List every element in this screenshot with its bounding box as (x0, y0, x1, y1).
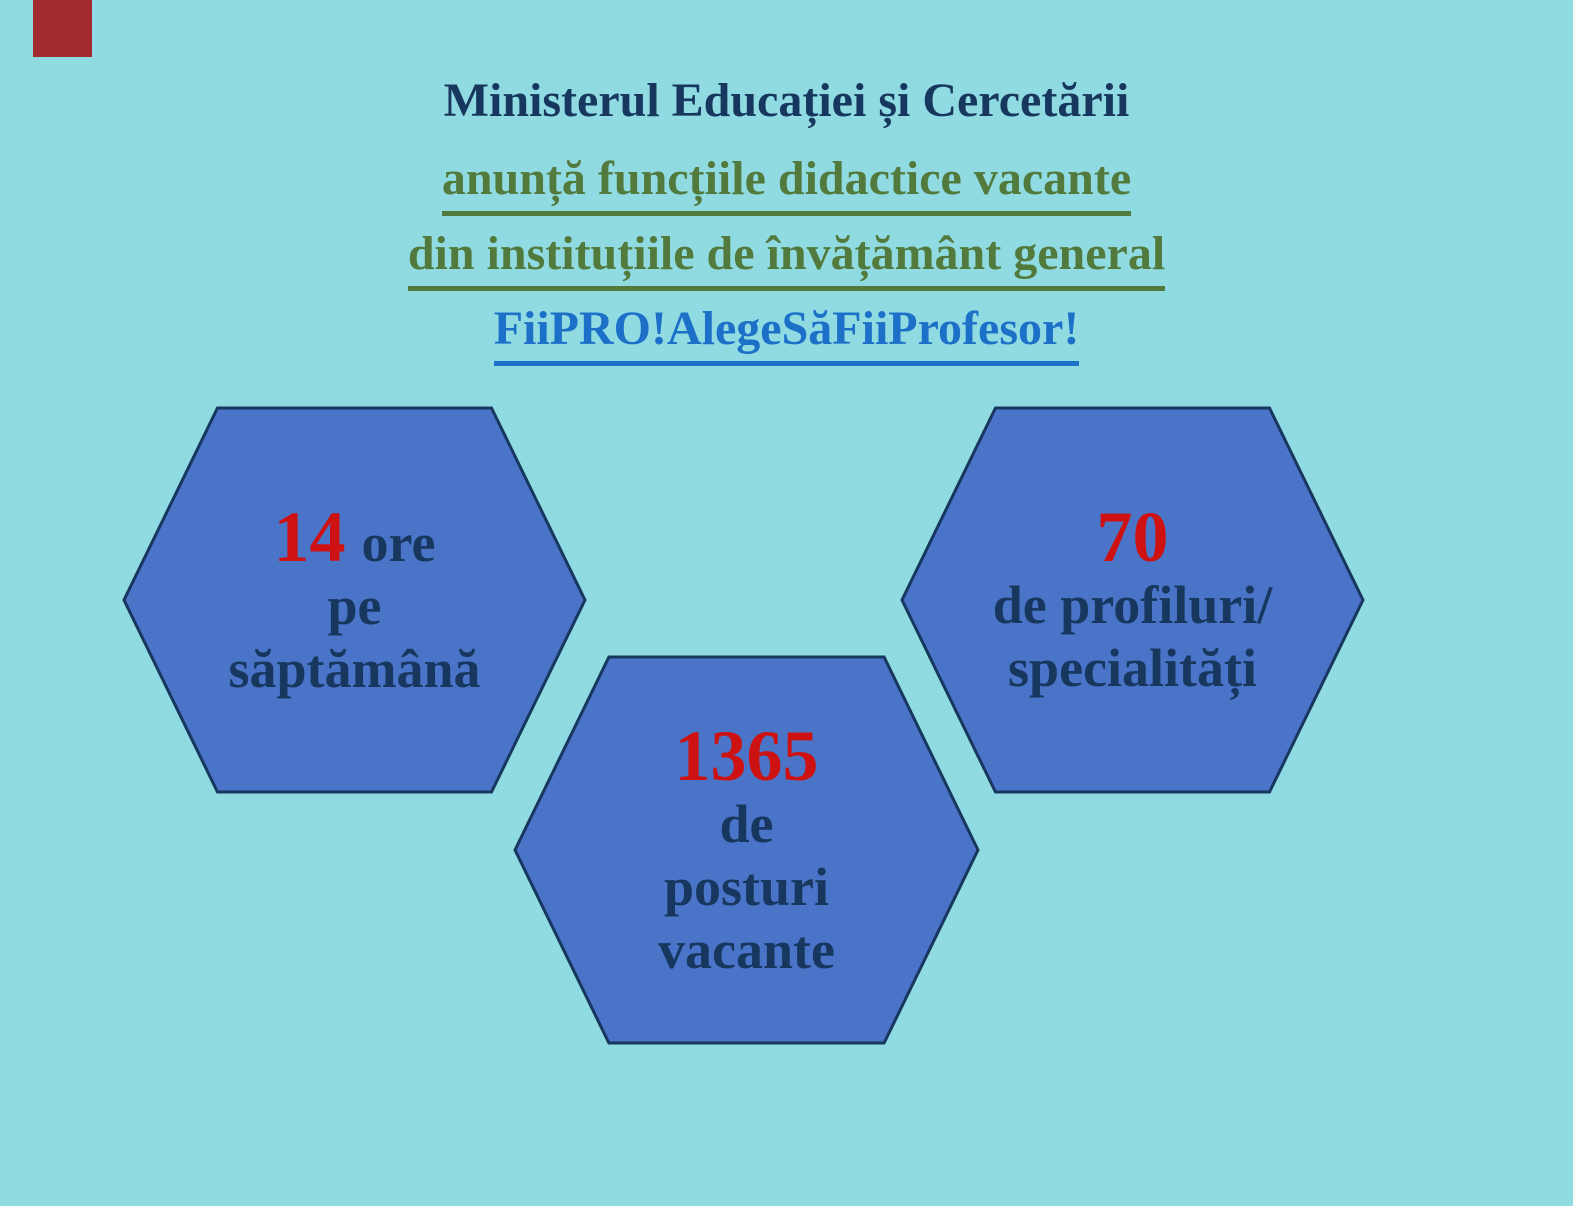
stat-hours-unit: ore (361, 512, 436, 573)
page-title-text: Ministerul Educației și Cercetării (443, 74, 1130, 127)
campaign-link[interactable] (0, 298, 1573, 366)
subtitle-announce-text: anunță funcțiile didactice vacante (442, 148, 1131, 216)
stat-profiles-value: 70 (1096, 497, 1169, 577)
campaign-link-text[interactable]: FiiPRO!AlegeSăFiiProfesor! (494, 298, 1080, 366)
subtitle-institutions-text: din instituțiile de învățământ general (408, 223, 1165, 291)
subtitle-institutions (0, 223, 1573, 291)
hexagon-positions-text (513, 655, 980, 1045)
stat-positions-label: de (719, 793, 774, 854)
stat-profiles-label: specialități (1008, 638, 1257, 698)
hexagon-positions (513, 655, 980, 1045)
stat-positions-value: 1365 (674, 715, 819, 796)
page-title (0, 70, 1573, 132)
stat-hours-line (273, 496, 436, 577)
stat-hours-value: 14 (273, 496, 346, 577)
stat-hours-label: săptămână (228, 638, 481, 699)
subtitle-announce (0, 148, 1573, 216)
stat-profiles-label: de profiluri/ (992, 575, 1273, 635)
corner-red-rectangle (33, 0, 92, 57)
stat-positions-label: vacante (658, 919, 835, 980)
stat-hours-label: pe (327, 575, 382, 636)
stat-positions-label: posturi (663, 856, 830, 917)
